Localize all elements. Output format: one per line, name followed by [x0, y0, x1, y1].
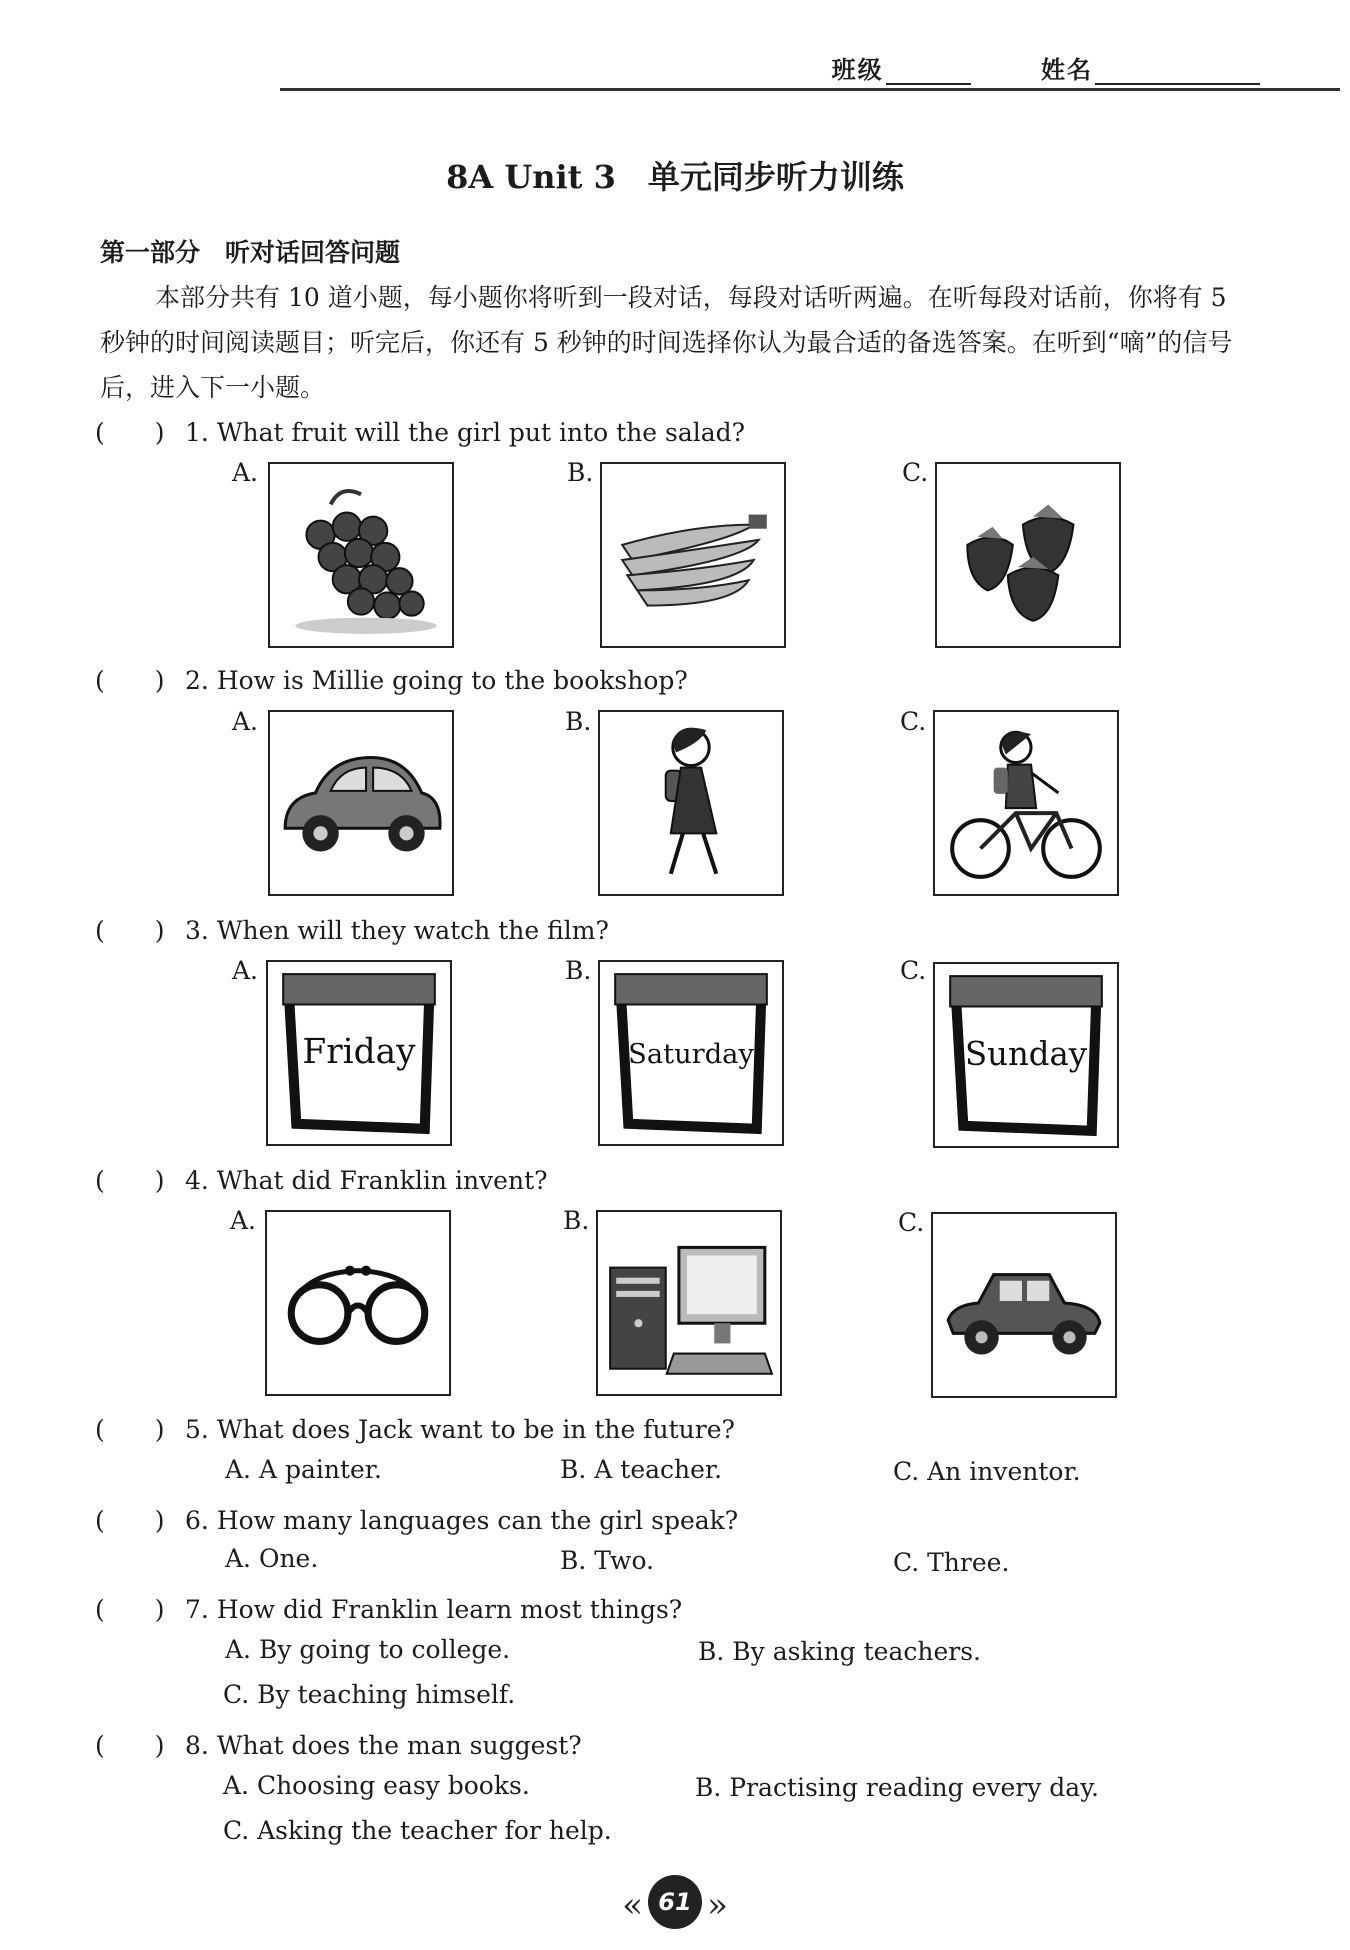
answer-blank[interactable]: ( )	[95, 1506, 165, 1535]
calendar-day-label: Friday	[302, 1032, 416, 1073]
option-label-a: A.	[230, 1206, 257, 1235]
question-number: 3.	[185, 916, 209, 945]
option-c[interactable]: C. An inventor.	[893, 1457, 1081, 1486]
option-label-a: A.	[232, 707, 259, 736]
strawberries-image[interactable]	[935, 462, 1121, 648]
option-c[interactable]: C. Three.	[893, 1548, 1010, 1577]
question-number: 6.	[185, 1506, 209, 1535]
question-text: What fruit will the girl put into the salad?	[216, 418, 746, 447]
question-5	[95, 1410, 735, 1446]
page-title: 8A Unit 3 单元同步听力训练	[446, 158, 904, 196]
answer-blank[interactable]: ( )	[95, 916, 165, 945]
option-label-c: C.	[900, 707, 927, 736]
question-3	[95, 911, 609, 947]
question-4	[95, 1161, 548, 1197]
name-blank[interactable]	[1095, 63, 1260, 85]
student-info-header	[832, 50, 1260, 85]
page-number: 61	[648, 1875, 702, 1929]
question-number: 7.	[185, 1595, 209, 1624]
question-7	[95, 1590, 682, 1626]
answer-blank[interactable]: ( )	[95, 1166, 165, 1195]
question-2	[95, 661, 688, 697]
grapes-image[interactable]	[268, 462, 454, 648]
option-b[interactable]: B. Two.	[560, 1546, 655, 1575]
right-chevron-icon: »	[707, 1885, 728, 1926]
name-label: 姓名	[1041, 55, 1093, 84]
question-text: How did Franklin learn most things?	[216, 1595, 683, 1624]
question-number: 8.	[185, 1731, 209, 1760]
car-image[interactable]	[268, 710, 454, 896]
friday-calendar-image[interactable]	[266, 960, 452, 1146]
option-b[interactable]: B. A teacher.	[560, 1455, 723, 1484]
glasses-image[interactable]	[265, 1210, 451, 1396]
option-c[interactable]: C. By teaching himself.	[223, 1680, 516, 1709]
question-number: 2.	[185, 666, 209, 695]
option-b[interactable]: B. Practising reading every day.	[695, 1773, 1099, 1802]
option-label-c: C.	[898, 1208, 925, 1237]
saturday-calendar-image[interactable]	[598, 960, 784, 1146]
calendar-day-label: Saturday	[628, 1039, 754, 1071]
class-label: 班级	[831, 55, 884, 84]
option-label-b: B.	[565, 956, 592, 985]
question-1	[95, 413, 745, 449]
section-instructions: 本部分共有 10 道小题，每小题你将听到一段对话，每段对话听两遍。在听每段对话前，你将有 5 秒钟的时间阅读题目；听完后，你还有 5 秒钟的时间选择你认为最合适的备选答案。在听到“嘀”的信号后，进入下一小题。	[100, 283, 1233, 402]
question-number: 5.	[185, 1415, 209, 1444]
answer-blank[interactable]: ( )	[95, 1731, 165, 1760]
question-8	[95, 1726, 582, 1762]
option-a[interactable]: A. Choosing easy books.	[223, 1771, 530, 1800]
option-label-c: C.	[900, 956, 927, 985]
walking-girl-image[interactable]	[598, 710, 784, 896]
calendar-day-label: Sunday	[964, 1035, 1088, 1074]
option-label-c: C.	[902, 458, 929, 487]
option-label-b: B.	[565, 707, 592, 736]
option-label-b: B.	[567, 458, 594, 487]
question-number: 4.	[185, 1166, 209, 1195]
option-label-a: A.	[232, 956, 259, 985]
option-label-b: B.	[563, 1206, 590, 1235]
question-text: What did Franklin invent?	[216, 1166, 548, 1195]
option-b[interactable]: B. By asking teachers.	[698, 1637, 982, 1666]
question-6	[95, 1501, 738, 1537]
question-text: What does Jack want to be in the future?	[216, 1415, 735, 1444]
cycling-girl-image[interactable]	[933, 710, 1119, 896]
sunday-calendar-image[interactable]	[933, 962, 1119, 1148]
option-label-a: A.	[232, 458, 259, 487]
bananas-image[interactable]	[600, 462, 786, 648]
option-a[interactable]: A. By going to college.	[225, 1635, 511, 1664]
question-text: How many languages can the girl speak?	[216, 1506, 739, 1535]
old-car-image[interactable]	[931, 1212, 1117, 1398]
class-blank[interactable]	[886, 63, 971, 85]
left-chevron-icon: «	[622, 1885, 643, 1926]
question-text: What does the man suggest?	[216, 1731, 582, 1760]
section-heading: 第一部分 听对话回答问题	[100, 238, 401, 267]
answer-blank[interactable]: ( )	[95, 418, 165, 447]
answer-blank[interactable]: ( )	[95, 666, 165, 695]
option-a[interactable]: A. A painter.	[225, 1455, 382, 1484]
question-number: 1.	[185, 418, 209, 447]
answer-blank[interactable]: ( )	[95, 1595, 165, 1624]
question-text: How is Millie going to the bookshop?	[216, 666, 688, 695]
option-a[interactable]: A. One.	[225, 1544, 319, 1573]
page-number-footer	[0, 1875, 1350, 1929]
header-rule	[280, 88, 1340, 91]
option-c[interactable]: C. Asking the teacher for help.	[223, 1816, 612, 1845]
computer-image[interactable]	[596, 1210, 782, 1396]
answer-blank[interactable]: ( )	[95, 1415, 165, 1444]
question-text: When will they watch the film?	[216, 916, 609, 945]
